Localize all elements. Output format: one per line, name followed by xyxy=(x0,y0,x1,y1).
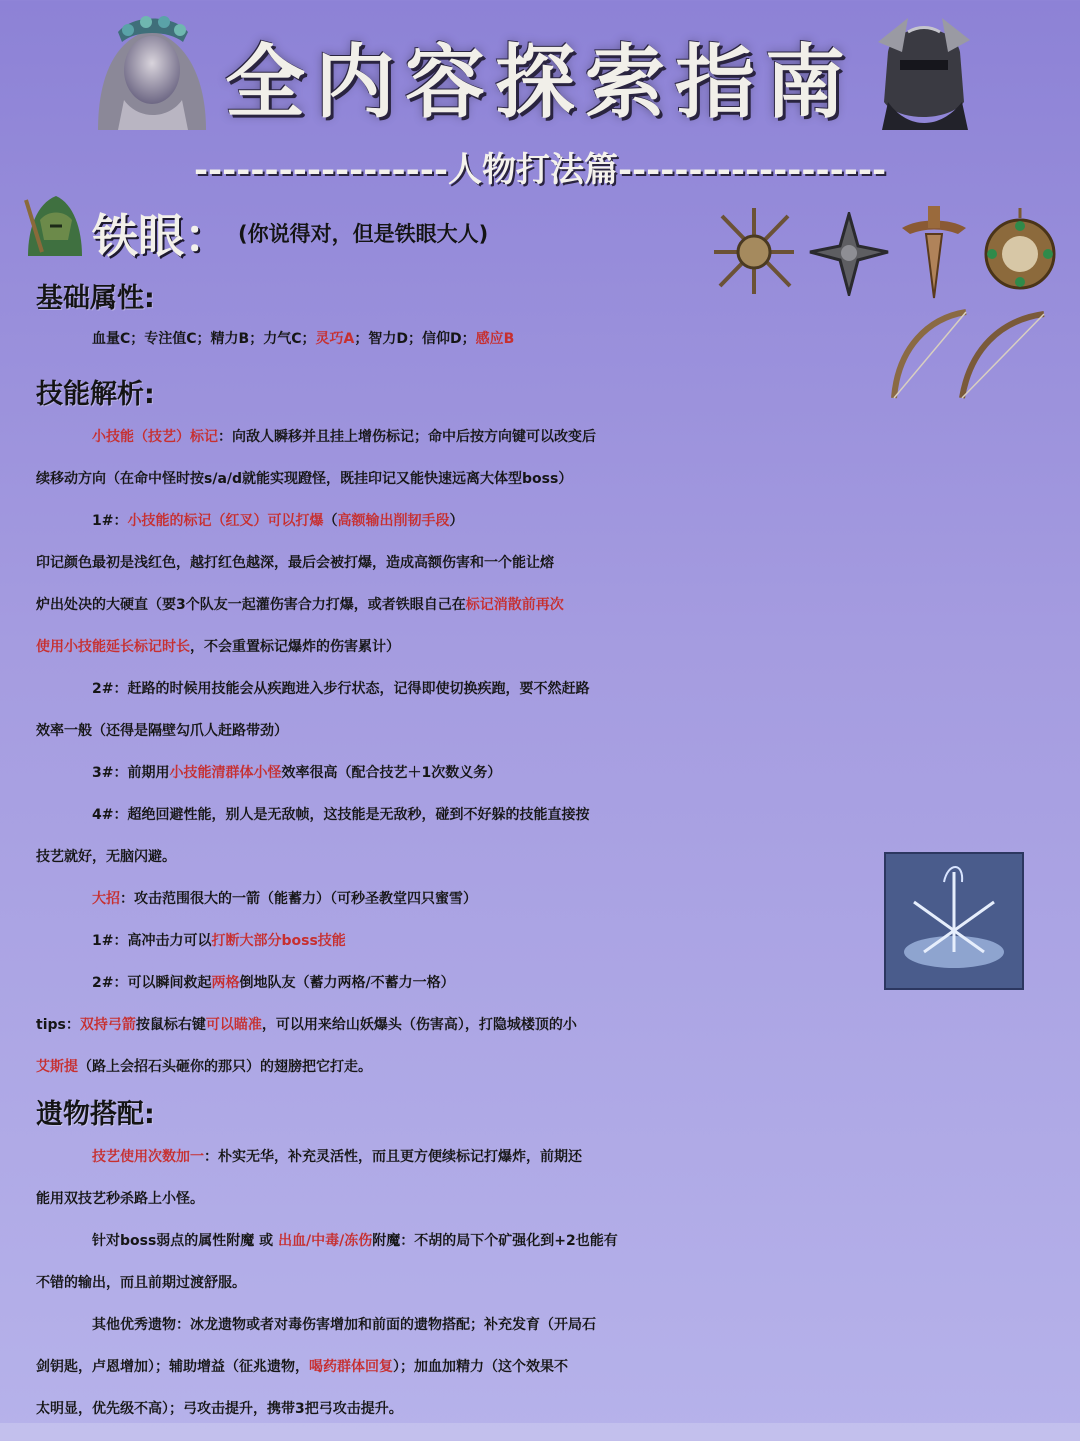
relic-line: 技艺使用次数加一：朴实无华，补充灵活性，而且更方便续标记打爆炸，前期还 xyxy=(92,1149,582,1165)
ultimate-note-1: 1#：高冲击力可以打断大部分boss技能 xyxy=(92,933,346,949)
skill-line: 炉出处决的大硬直（要3个队友一起灌伤害合力打爆，或者铁眼自己在标记消散前再次 xyxy=(36,597,564,613)
relic-line: 剑钥匙，卢恩增加）；辅助增益（征兆遗物，喝药群体回复）；加血加精力（这个效果不 xyxy=(36,1359,568,1375)
relic-line: 太明显，优先级不高）；弓攻击提升，携带3把弓攻击提升。 xyxy=(36,1401,403,1417)
character-avatar-icon xyxy=(22,190,86,258)
tips-line: 艾斯提（路上会招石头砸你的那只）的翅膀把它打走。 xyxy=(36,1059,372,1075)
relic-line: 针对boss弱点的属性附魔 或 出血/中毒/冻伤附魔：不胡的局下个矿强化到+2也能有 xyxy=(92,1233,618,1249)
section-skills: 技能解析: xyxy=(36,379,155,410)
bottom-divider xyxy=(0,1423,1080,1441)
attributes-line: 血量C；专注值C；精力B；力气C；灵巧A；智力D；信仰D；感应B xyxy=(92,331,515,347)
relic-line: 能用双技艺秒杀路上小怪。 xyxy=(36,1191,204,1207)
skill-line: 效率一般（还得是隔壁勾爪人赶路带劲） xyxy=(36,723,288,739)
section-relics: 遗物搭配: xyxy=(36,1099,155,1130)
lady-portrait-icon xyxy=(88,10,213,132)
skill-line: 续移动方向（在命中怪时按s/a/d就能实现蹬怪，既挂印记又能快速远离大体型boss） xyxy=(36,471,573,487)
skill-note-3: 3#：前期用小技能清群体小怪效率很高（配合技艺＋1次数义务） xyxy=(92,765,502,781)
dagger-relic-icon xyxy=(898,204,970,300)
skill-line: 使用小技能延长标记时长，不会重置标记爆炸的伤害累计） xyxy=(36,639,400,655)
relic-line: 其他优秀遗物：冰龙遗物或者对毒伤害增加和前面的遗物搭配；补充发育（开局石 xyxy=(92,1317,596,1333)
medallion-relic-icon xyxy=(982,208,1058,292)
skill-line: 印记颜色最初是浅红色，越打红色越深，最后会被打爆，造成高额伤害和一个能让熔 xyxy=(36,555,554,571)
shuriken-relic-icon xyxy=(808,212,890,296)
skill-line: 技艺就好，无脑闪避。 xyxy=(36,849,176,865)
skill-note-2: 2#：赶路的时候用技能会从疾跑进入步行状态，记得即使切换疾跑，要不然赶路 xyxy=(92,681,590,697)
character-name: 铁眼： xyxy=(92,209,230,263)
ultimate-line: 大招：攻击范围很大的一箭（能蓄力）（可秒圣教堂四只蜜雪） xyxy=(92,891,477,907)
section-attributes: 基础属性: xyxy=(36,283,155,314)
character-quote: (你说得对，但是铁眼大人) xyxy=(238,222,489,246)
page-title: 全内容探索指南 xyxy=(225,35,855,129)
skill-line: 小技能（技艺）标记：向敌人瞬移并且挂上增伤标记；命中后按方向键可以改变后 xyxy=(92,429,596,445)
relic-line: 不错的输出，而且前期过渡舒服。 xyxy=(36,1275,246,1291)
tips-line: tips：双持弓箭按鼠标右键可以瞄准，可以用来给山妖爆头（伤害高），打隐城楼顶的小 xyxy=(36,1017,577,1033)
crossed-blades-relic-icon xyxy=(712,206,796,296)
ultimate-note-2: 2#：可以瞬间救起两格倒地队友（蓄力两格/不蓄力一格） xyxy=(92,975,455,991)
page-subtitle: ------------------人物打法篇------------------- xyxy=(193,150,887,190)
skill-note-1: 1#：小技能的标记（红叉）可以打爆（高额输出削韧手段） xyxy=(92,513,464,529)
helmet-portrait-icon xyxy=(868,12,980,130)
skill-note-4: 4#：超绝回避性能，别人是无敌帧，这技能是无敌秒，碰到不好躲的技能直接按 xyxy=(92,807,590,823)
